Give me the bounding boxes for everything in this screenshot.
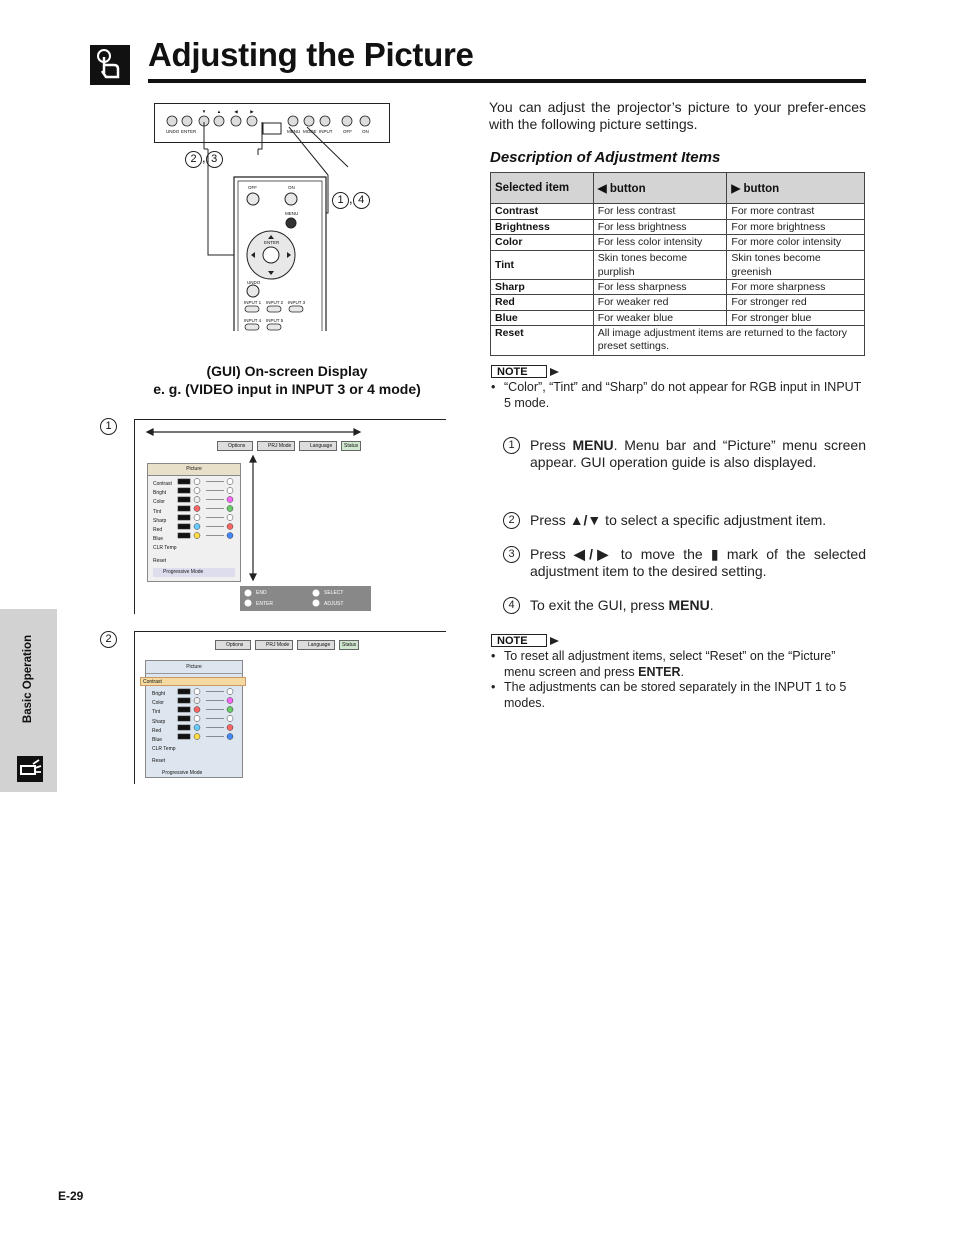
menu-item-label: Color: [153, 499, 165, 506]
gui-screen-2: [134, 631, 446, 784]
table-cell: For less color intensity: [593, 235, 727, 251]
table-cell: For less sharpness: [593, 279, 727, 295]
table-row: [491, 310, 865, 326]
table-cell: For less brightness: [593, 219, 727, 235]
menu-reset-label: Reset: [153, 557, 167, 564]
remote-on-label: ON: [288, 185, 295, 190]
menu-item-label: CLR Temp: [153, 545, 177, 552]
menu-item-label: Bright: [153, 490, 167, 497]
tab-options: Options: [215, 640, 251, 650]
svg-text:▲: ▲: [216, 109, 222, 114]
remote-hand-icon: [17, 756, 43, 782]
table-cell: For stronger red: [727, 295, 865, 311]
guide-end: END: [256, 590, 267, 596]
remote-input1-label: INPUT 1: [244, 300, 262, 305]
table-cell: For less contrast: [593, 204, 727, 220]
adjustment-table: [490, 172, 865, 356]
title-rule: [148, 79, 866, 83]
table-cell: All image adjustment items are returned to the factory preset settings.: [593, 326, 864, 356]
panel-button-label: MODE: [303, 129, 317, 134]
guide-select: SELECT: [324, 590, 344, 596]
menu-reset-label: Reset: [152, 758, 166, 765]
table-row: [491, 250, 865, 279]
tab-status: Status: [339, 640, 359, 650]
gui-screen-1: [134, 419, 446, 614]
description-heading: Description of Adjustment Items: [490, 149, 721, 166]
table-row: [491, 295, 865, 311]
guide-adjust: ADJUST: [324, 601, 344, 607]
table-cell: For more contrast: [727, 204, 865, 220]
table-row: [491, 204, 865, 220]
tab-language: Language: [297, 640, 335, 650]
table-cell: Red: [491, 295, 594, 311]
table-cell: Brightness: [491, 219, 594, 235]
remote-undo-label: UNDO: [247, 280, 261, 285]
remote-input2-label: INPUT 2: [266, 300, 284, 305]
remote-input5-label: INPUT 5: [266, 318, 284, 323]
tab-language: Language: [299, 441, 337, 451]
note-bullet: • To reset all adjustment items, select “Reset” on the “Picture” menu screen and press ENTER.: [491, 649, 866, 680]
table-header: Selected item: [491, 173, 594, 204]
table-header: ◀ button: [593, 173, 727, 204]
menu-item-label: CLR Temp: [152, 746, 176, 753]
table-cell: For weaker blue: [593, 310, 727, 326]
remote-input4-label: INPUT 4: [244, 318, 262, 323]
table-row: [491, 279, 865, 295]
panel-button-label: INPUT: [319, 129, 333, 134]
menu-item-label: Contrast: [153, 481, 172, 487]
table-cell: Contrast: [491, 204, 594, 220]
table-cell: Color: [491, 235, 594, 251]
table-cell: Sharp: [491, 279, 594, 295]
menu-item-label: Tint: [152, 709, 161, 716]
menu-progressive-label: Progressive Mode: [162, 769, 203, 776]
table-cell: For stronger blue: [727, 310, 865, 326]
menu-item-label: Blue: [153, 536, 164, 543]
panel-button-label: ON: [362, 129, 369, 134]
tab-prj-mode: PRJ Mode: [255, 640, 293, 650]
step-3: 3 Press ◀/▶ to move the ▮ mark of the selected adjustment item to the desired setting.: [503, 546, 866, 580]
note-bullet: • The adjustments can be stored separately in the INPUT 1 to 5 modes.: [491, 680, 866, 711]
gui-caption: [112, 362, 462, 398]
svg-text:◀: ◀: [234, 109, 238, 114]
menu-item-label: Tint: [153, 508, 162, 515]
hand-pointer-icon: [90, 45, 130, 85]
note-tag-1: NOTE: [491, 362, 547, 380]
screen-marker-2: 2: [100, 629, 117, 648]
table-row: [491, 326, 865, 356]
menu-title: Picture: [186, 466, 202, 472]
menu-item-label: Red: [153, 527, 163, 534]
page-title: Adjusting the Picture: [148, 36, 474, 73]
callout-steps-2-3: 2 , 3: [185, 150, 223, 168]
table-cell: Blue: [491, 310, 594, 326]
menu-progressive-label: Progressive Mode: [163, 568, 204, 575]
gui-caption-line1: (GUI) On-screen Display: [206, 363, 368, 379]
note-bullet: • “Color”, “Tint” and “Sharp” do not appear for RGB input in INPUT 5 mode.: [491, 380, 866, 411]
table-cell: For weaker red: [593, 295, 727, 311]
table-row: [491, 235, 865, 251]
tab-prj-mode: PRJ Mode: [257, 441, 295, 451]
svg-text:▶: ▶: [250, 109, 254, 114]
remote-menu-label: MENU: [285, 211, 299, 216]
step-1: 1 Press MENU. Menu bar and “Picture” menu screen appear. GUI operation guide is also displayed.: [503, 437, 866, 471]
intro-paragraph: You can adjust the projector’s picture to your prefer-ences with the following picture settings.: [489, 99, 866, 132]
callout-steps-1-4: 1 , 4: [332, 191, 370, 209]
menu-title: Picture: [186, 664, 202, 670]
menu-item-label: Sharp: [153, 517, 167, 524]
guide-enter: ENTER: [256, 601, 273, 607]
table-header-row: [491, 173, 865, 204]
panel-button-label: OFF: [343, 129, 352, 134]
svg-text:▼: ▼: [201, 109, 207, 114]
step-4: 4 To exit the GUI, press MENU.: [503, 597, 866, 614]
remote-off-label: OFF: [248, 185, 257, 190]
section-side-tab: [0, 609, 57, 792]
table-cell: For more color intensity: [727, 235, 865, 251]
menu-item-label: Bright: [152, 691, 166, 697]
page-number: E-29: [58, 1189, 84, 1203]
remote-control: [233, 175, 327, 331]
panel-button-label: UNDO: [166, 129, 180, 134]
step-2: 2 Press ▲/▼ to select a specific adjustment item.: [503, 512, 866, 529]
menu-item-label: Sharp: [152, 718, 166, 725]
menu-item-label: Red: [152, 727, 162, 734]
tab-options: Options: [217, 441, 253, 451]
remote-input3-label: INPUT 3: [288, 300, 306, 305]
note-2: [491, 649, 866, 711]
table-row: [491, 219, 865, 235]
menu-item-label: Color: [152, 700, 164, 707]
gui-caption-line2: e. g. (VIDEO input in INPUT 3 or 4 mode): [153, 381, 421, 397]
side-tab-label: Basic Operation: [22, 634, 34, 724]
remote-enter-label: ENTER: [264, 240, 280, 245]
menu-item-label: Blue: [152, 737, 163, 744]
table-cell: For more brightness: [727, 219, 865, 235]
table-cell: For more sharpness: [727, 279, 865, 295]
table-cell: Skin tones become greenish: [727, 250, 865, 279]
table-header: ▶ button: [727, 173, 865, 204]
note-tag-2: NOTE: [491, 631, 547, 649]
table-cell: Skin tones become purplish: [593, 250, 727, 279]
note-1: [491, 380, 866, 411]
table-cell: Tint: [491, 250, 594, 279]
table-cell: Reset: [491, 326, 594, 356]
screen-marker-1: 1: [100, 416, 117, 435]
menu-item-label: Contrast: [143, 679, 162, 685]
panel-button-label: ENTER: [181, 129, 197, 134]
panel-button-label: MENU: [287, 129, 301, 134]
tab-status: Status: [341, 441, 361, 451]
